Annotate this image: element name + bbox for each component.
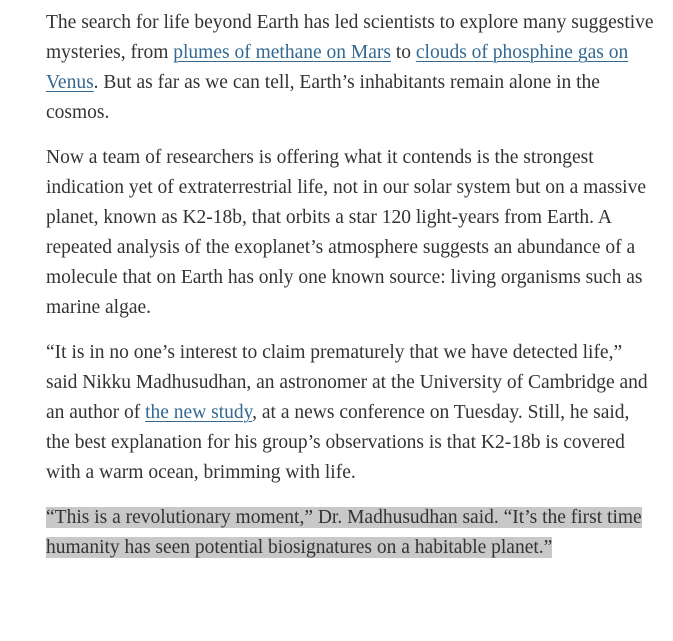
selected-text[interactable]: “This is a revolutionary moment,” Dr. Madhusudhan said. “It’s the first time humanity has seen potential biosignatures on a habitable planet.” (46, 507, 642, 558)
paragraph-intro (46, 8, 656, 128)
paragraph-text: to (390, 42, 416, 63)
paragraph-k2-18b (46, 143, 656, 323)
paragraph-text: . But as far as we can tell, Earth’s inhabitants remain alone in the cosmos. (46, 72, 600, 123)
article-body (46, 8, 656, 578)
paragraph-quote-madhusudhan (46, 338, 656, 488)
link-phosphine-on-venus[interactable]: clouds of phosphine gas on Venus (46, 42, 629, 93)
link-new-study[interactable]: the new study (145, 402, 253, 423)
link-methane-on-mars[interactable]: plumes of methane on Mars (173, 42, 391, 63)
paragraph-revolutionary-moment[interactable] (46, 503, 656, 563)
paragraph-text: Now a team of researchers is offering what it contends is the strongest indication yet of extraterrestrial life, not in our solar system but on a massive planet, known as K2-18b, that orbits a star 120 light-years from Earth. A repeated analysis of the exoplanet’s atmosphere suggests an abundance of a molecule that on Earth has only one known source: living organisms such as marine algae. (46, 147, 647, 318)
paragraph-text: , at a news conference on Tuesday. Still, he said, the best explanation for his group’s observations is that K2-18b is covered with a warm ocean, brimming with life. (46, 402, 630, 483)
paragraph-text: The search for life beyond Earth has led scientists to explore many suggestive mysteries, from (46, 12, 654, 63)
paragraph-text: “It is in no one’s interest to claim prematurely that we have detected life,” said Nikku Madhusudhan, an astronomer at the University of Cambridge and an author of (46, 342, 648, 423)
